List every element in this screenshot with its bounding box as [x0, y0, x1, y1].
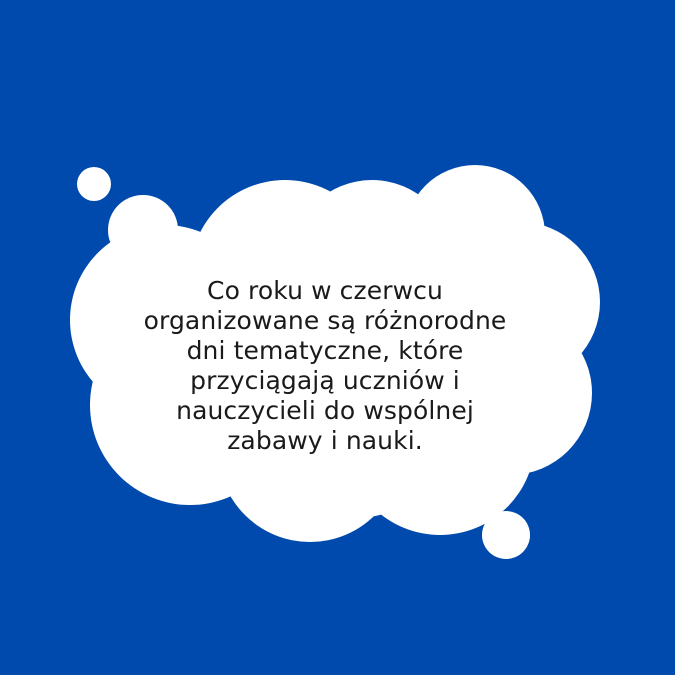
- small-bubble-bottom-right: [482, 511, 530, 559]
- message-line: zabawy i nauki.: [227, 426, 423, 455]
- cloud-message: [110, 276, 540, 456]
- message-line: dni tematyczne, które: [186, 336, 464, 365]
- message-line: przyciągają uczniów i: [190, 366, 460, 395]
- message-line: Co roku w czerwcu: [207, 276, 443, 305]
- message-line: organizowane są różnorodne: [143, 306, 507, 335]
- small-bubble-top-left: [77, 167, 111, 201]
- message-line: nauczycieli do wspólnej: [176, 396, 474, 425]
